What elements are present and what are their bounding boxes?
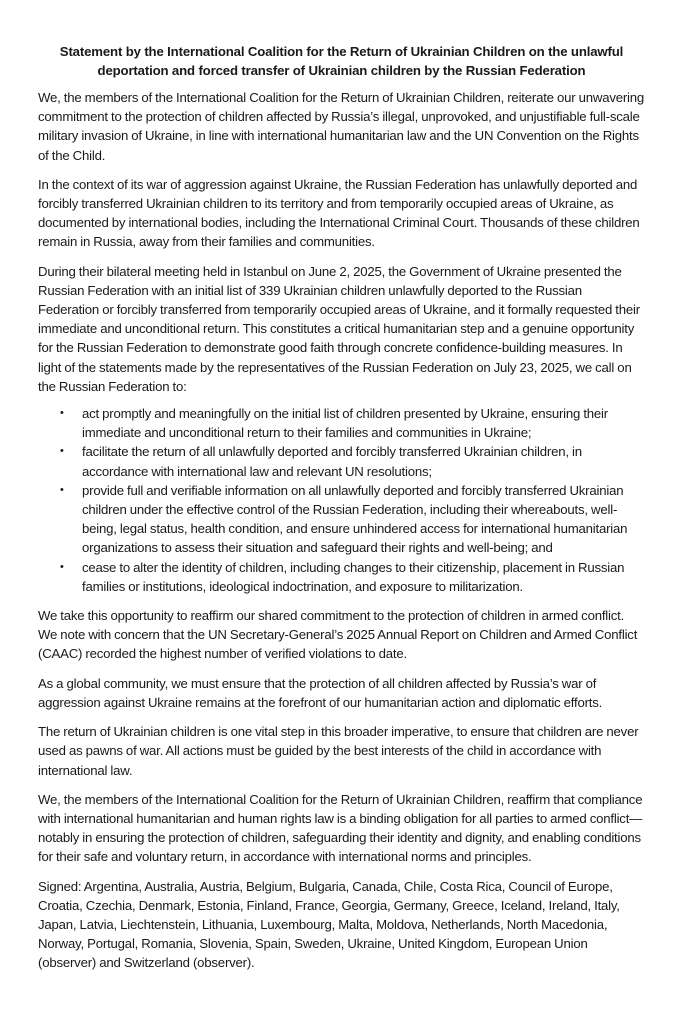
paragraph-reaffirm: We take this opportunity to reaffirm our shared commitment to the protection of children in armed conflict. We note with concern that the UN Secretary-General’s 2025 Annual Report on Children and Armed Conflict (CAAC) recorded the highest number of verified violations to date. [38,608,638,662]
bullet-icon: • [60,445,64,458]
list-item-text: cease to alter the identity of children, including changes to their citizenship, placement in Russian families or institutions, ideological indoctrination, and exposure to militarization. [82,559,625,594]
bullet-icon: • [60,407,64,420]
list-item [38,481,645,558]
list-item [38,404,645,442]
bullet-icon: • [60,483,64,496]
signatories: Signed: Argentina, Australia, Austria, Belgium, Bulgaria, Canada, Chile, Costa Rica, Council of Europe, Croatia, Czechia, Denmark, Estonia, Finland, France, Georgia, Germany, Greece, Iceland, Ireland, Italy, Japan, Latvia, Liechtenstein, Lithuania, Luxembourg, Malta, Moldova, Netherlands, North Macedonia, Norway, Portugal, Romania, Slovenia, Spain, Sweden, Ukraine, United Kingdom, European Union (observer) and Switzerland (observer). [38,878,620,971]
paragraph-commitment: We, the members of the International Coalition for the Return of Ukrainian Children, reiterate our unwavering commitment to the protection of children affected by Russia’s illegal, unprovoked, and unjustifiable full-scale military invasion of Ukraine, in line with international humanitarian law and the UN Convention on the Rights of the Child. [38,90,645,163]
paragraph-compliance: We, the members of the International Coalition for the Return of Ukrainian Children, reaffirm that compliance with international humanitarian and human rights law is a binding obligation for all parties to armed conflict—notably in ensuring the protection of children, safeguarding their identity and dignity, and enabling conditions for their safe and voluntary return, in accordance with international norms and principles. [38,791,643,865]
list-item [38,558,645,596]
paragraph-global-community: As a global community, we must ensure that the protection of all children affected by Russia’s war of aggression against Ukraine remains at the forefront of our humanitarian action and diplomatic efforts. [38,675,603,710]
list-item-text: facilitate the return of all unlawfully deported and forcibly transferred Ukrainian children, in accordance with international law and relevant UN resolutions; [82,444,582,479]
document-title: Statement by the International Coalition for the Return of Ukrainian Children on the unlawful deportation and forced transfer of Ukrainian children by the Russian Federation [59,44,624,78]
bullet-icon: • [60,560,64,573]
paragraph-istanbul-meeting: During their bilateral meeting held in Istanbul on June 2, 2025, the Government of Ukraine presented the Russian Federation with an initial list of 339 Ukrainian children unlawfully deported to the Russian Federation or forcibly transferred from temporarily occupied areas of Ukraine, and it formally requested their immediate and unconditional return. This constitutes a critical humanitarian step and a genuine opportunity for the Russian Federation to demonstrate good faith through concrete confidence-building measures. In light of the statements made by the representatives of the Russian Federation on July 23, 2025, we call on the Russian Federation to: [38,263,640,394]
list-item-text: act promptly and meaningfully on the initial list of children presented by Ukraine, ensuring their immediate and unconditional return to their families and communities in Ukraine; [82,406,608,441]
paragraph-return-imperative: The return of Ukrainian children is one vital step in this broader imperative, to ensure that children are never used as pawns of war. All actions must be guided by the best interests of the child in accordance with international law. [38,724,639,778]
list-item-text: provide full and verifiable information on all unlawfully deported and forcibly transferred Ukrainian children under the effective control of the Russian Federation, including their whereabouts, well-being, legal status, health condition, and ensure unhindered access for international humanitarian organizations to assess their situation and safeguard their rights and well-being; and [82,482,628,556]
paragraph-context: In the context of its war of aggression against Ukraine, the Russian Federation has unlawfully deported and forcibly transferred Ukrainian children to its territory and from temporarily occupied areas of Ukraine, as documented by international bodies, including the International Criminal Court. Thousands of these children remain in Russia, away from their families and communities. [38,176,640,250]
list-item [38,442,645,480]
demands-list [38,404,645,596]
